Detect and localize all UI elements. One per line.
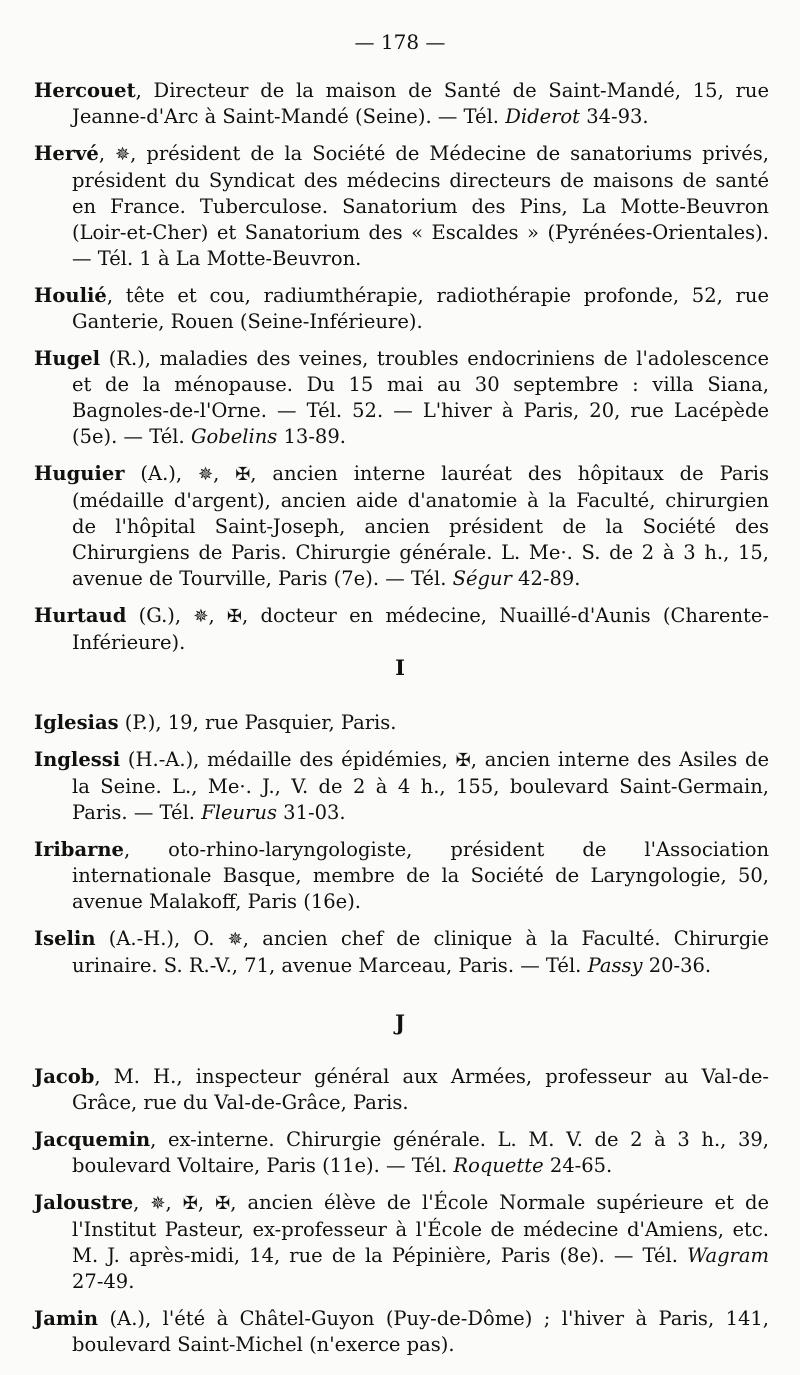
entry-text: 24-65. xyxy=(543,1154,613,1177)
entry-name: Huguier xyxy=(34,462,125,485)
directory-entry xyxy=(34,1190,769,1295)
directory-entry xyxy=(34,141,769,272)
decoration-symbol: ✵ xyxy=(198,464,214,485)
entry-name: Houlié xyxy=(34,284,107,307)
entry-text: , ancien élève de l'École Normale supérieure et de l'Institut Pasteur, ex-professeur à l'École de médecine d'Amiens, etc. M. J. après-midi, 14, rue de la Pépinière, Paris (8e). — Tél. xyxy=(72,1191,769,1267)
decoration-symbol: ✠ xyxy=(226,606,243,627)
decoration-symbol: ✠ xyxy=(215,1193,231,1214)
section-letter-j: J xyxy=(395,1010,405,1035)
entry-name: Jacquemin xyxy=(34,1128,151,1151)
entry-text: , xyxy=(133,1191,151,1214)
entry-name: Iribarne xyxy=(34,838,124,861)
entry-name: Hervé xyxy=(34,142,99,165)
phone-exchange: Fleurus xyxy=(201,801,277,824)
entry-name: Jaloustre xyxy=(34,1191,134,1214)
section-i xyxy=(34,710,769,990)
entry-text: 34-93. xyxy=(580,105,649,128)
entry-text: , xyxy=(165,1191,183,1214)
phone-exchange: Ségur xyxy=(452,567,512,590)
entry-text: (H.-A.), médaille des épidémies, xyxy=(120,748,456,771)
entry-text: , ancien interne des Asiles de la Seine. L., Me·. J., V. de 2 à 4 h., 155, boulevard Saint-Germain, Paris. — Tél. xyxy=(72,748,770,824)
decoration-symbol: ✵ xyxy=(115,144,131,165)
decoration-symbol: ✵ xyxy=(227,929,243,950)
phone-exchange: Diderot xyxy=(505,105,581,128)
entry-name: Hercouet xyxy=(34,79,136,102)
directory-entry xyxy=(34,283,769,335)
decoration-symbol: ✠ xyxy=(235,464,251,485)
entry-text: , ancien interne lauréat des hôpitaux de Paris (médaille d'argent), ancien aide d'anatomie à la Faculté, chirurgien de l'hôpital Saint-Joseph, ancien président de la Société des Chirurgiens de Paris. Chirurgie générale. L. Me·. S. de 2 à 3 h., 15, avenue de Tourville, Paris (7e). — Tél. xyxy=(72,462,770,590)
entry-name: Hugel xyxy=(34,347,101,370)
phone-exchange: Passy xyxy=(587,954,643,977)
entry-name: Hurtaud xyxy=(34,604,127,627)
phone-exchange: Gobelins xyxy=(190,425,278,448)
entry-name: Iglesias xyxy=(34,711,119,734)
entry-text: , docteur en médecine, Nuaillé-d'Aunis (Charente-Inférieure). xyxy=(72,604,769,654)
entry-name: Jamin xyxy=(34,1307,99,1330)
entry-text: (G.), xyxy=(126,604,194,627)
entry-text: (P.), 19, rue Pasquier, Paris. xyxy=(118,711,397,734)
directory-entry xyxy=(34,710,769,736)
decoration-symbol: ✠ xyxy=(182,1193,198,1214)
entry-name: Inglessi xyxy=(34,748,121,771)
entry-text: (A.), l'été à Châtel-Guyon (Puy-de-Dôme) ; l'hiver à Paris, 141, boulevard Saint-Michel (n'exerce pas). xyxy=(72,1307,769,1356)
entry-text: , Directeur de la maison de Santé de Saint-Mandé, 15, rue Jeanne-d'Arc à Saint-Mandé (Seine). — Tél. xyxy=(72,79,769,128)
directory-entry xyxy=(34,346,769,450)
entry-text: 20-36. xyxy=(642,954,712,977)
entry-text: , tête et cou, radiumthérapie, radiothérapie profonde, 52, rue Ganterie, Rouen (Seine-Inférieure). xyxy=(72,284,769,333)
entry-text: , oto-rhino-laryngologiste, président de l'Association internationale Basque, membre de la Société de Laryngologie, 50, avenue Malakoff, Paris (16e). xyxy=(72,838,769,913)
phone-exchange: Wagram xyxy=(687,1244,769,1267)
entry-text: , ex-interne. Chirurgie générale. L. M. V. de 2 à 3 h., 39, boulevard Voltaire, Paris (11e). — Tél. xyxy=(72,1128,769,1177)
entry-text: , xyxy=(208,604,227,627)
entry-name: Iselin xyxy=(34,927,96,950)
directory-entry xyxy=(34,78,769,130)
entry-name: Jacob xyxy=(34,1065,95,1088)
decoration-symbol: ✠ xyxy=(455,750,471,771)
directory-entry xyxy=(34,926,769,979)
entry-text: 42-89. xyxy=(511,567,581,590)
entry-text: (R.), maladies des veines, troubles endocriniens de l'adolescence et de la ménopause. Du 15 mai au 30 septembre : villa Siana, Bagnoles-de-l'Orne. — Tél. 52. — L'hiver à Paris, 20, rue Lacépède (5e). — Tél. xyxy=(72,347,769,448)
entry-text: , ancien chef de clinique à la Faculté. Chirurgie urinaire. S. R.-V., 71, avenue Marceau, Paris. — Tél. xyxy=(72,927,769,977)
directory-entry xyxy=(34,747,769,826)
entry-text: 31-03. xyxy=(276,801,346,824)
entry-text: , xyxy=(98,142,116,165)
directory-entry xyxy=(34,1127,769,1179)
entry-text: , xyxy=(197,1191,216,1214)
entry-text: 27-49. xyxy=(72,1270,135,1293)
entry-text: , M. H., inspecteur général aux Armées, professeur au Val-de-Grâce, rue du Val-de-Grâce, Paris. xyxy=(72,1065,769,1114)
decoration-symbol: ✵ xyxy=(193,606,209,627)
section-letter-i: I xyxy=(395,655,405,680)
directory-entry xyxy=(34,603,769,656)
entry-text: , xyxy=(213,462,236,485)
entry-text: (A.), xyxy=(124,462,198,485)
entry-text: (A.-H.), O. xyxy=(95,927,228,950)
directory-entry xyxy=(34,1306,769,1358)
directory-entry xyxy=(34,1064,769,1116)
section-h xyxy=(34,78,769,667)
decoration-symbol: ✵ xyxy=(150,1193,166,1214)
phone-exchange: Roquette xyxy=(453,1154,544,1177)
entry-text: 13-89. xyxy=(277,425,346,448)
page-number: — 178 — xyxy=(354,30,446,54)
directory-entry xyxy=(34,837,769,915)
directory-entry xyxy=(34,461,769,592)
entry-text: , président de la Société de Médecine de sanatoriums privés, président du Syndicat des médecins directeurs de maisons de santé en France. Tuberculose. Sanatorium des Pins, La Motte-Beuvron (Loir-et-Cher) et Sanatorium des « Escaldes » (Pyrénées-Orientales). — Tél. 1 à La Motte-Beuvron. xyxy=(72,142,769,270)
section-j xyxy=(34,1064,769,1369)
